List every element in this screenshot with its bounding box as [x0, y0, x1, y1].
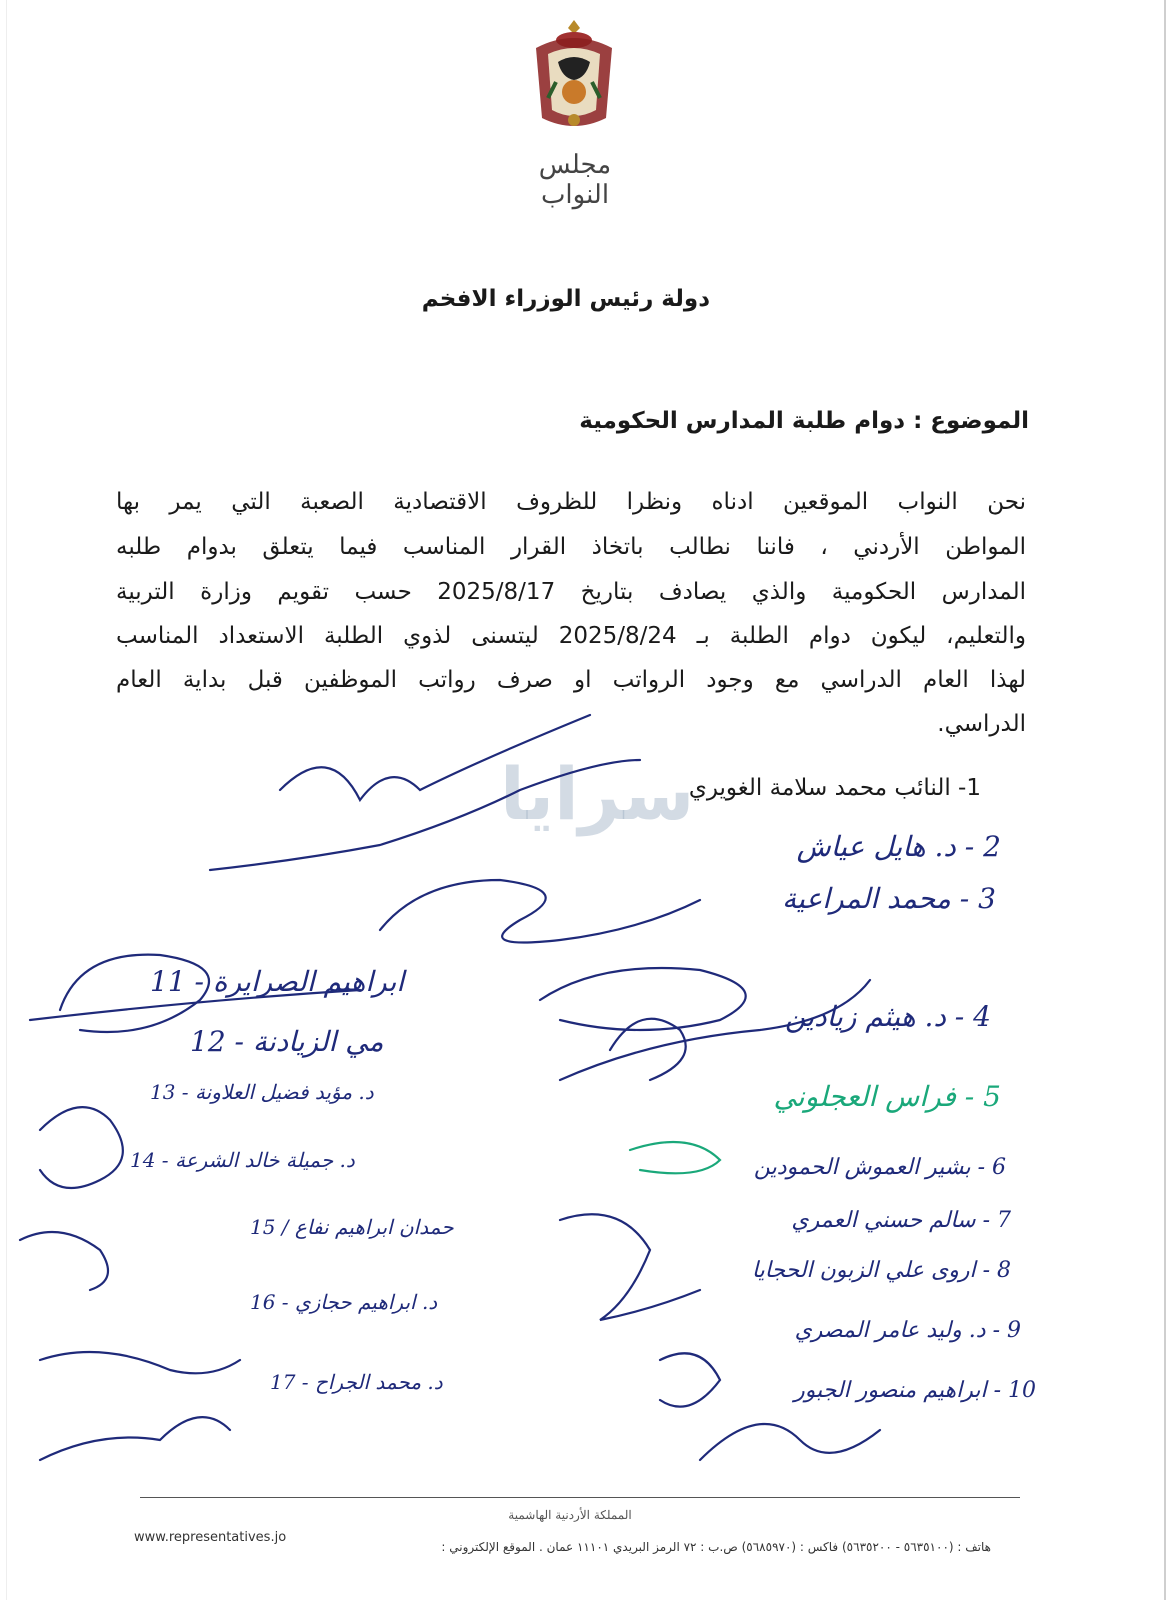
- signature-15: حمدان ابراهيم نفاع / 15: [250, 1215, 454, 1239]
- body-line: المواطن الأردني ، فاننا نطالب باتخاذ القرار المناسب فيما يتعلق بدوام طلبه: [116, 534, 1026, 560]
- signature-7: 7 - سالم حسني العمري: [791, 1208, 1011, 1233]
- signature-5: 5 - فراس العجلوني: [773, 1080, 1001, 1113]
- council-name: مجلس النواب: [538, 150, 612, 210]
- footer-divider: [140, 1497, 1020, 1498]
- signature-4: 4 - د. هيثم زيادين: [785, 1000, 991, 1033]
- signature-2: 2 - د. هايل عياش: [796, 830, 1001, 863]
- first-signatory: 1- النائب محمد سلامة الغويري: [688, 775, 981, 801]
- body-line: المدارس الحكومية والذي يصادف بتاريخ 2025/8/17 حسب تقويم وزارة التربية: [116, 579, 1026, 605]
- signature-3: 3 - محمد المراعية: [782, 882, 996, 915]
- signature-12: مي الزيادنة - 12: [190, 1025, 384, 1058]
- body-line: الدراسي.: [937, 711, 1026, 737]
- body-line: والتعليم، ليكون دوام الطلبة بـ 2025/8/24 ليتسنى لذوي الطلبة الاستعداد المناسب: [116, 623, 1027, 649]
- addressee: دولة رئيس الوزراء الافخم: [421, 286, 710, 312]
- subject-line: الموضوع : دوام طلبة المدارس الحكومية: [579, 408, 1029, 434]
- royal-crest-icon: [528, 18, 620, 136]
- body-line: نحن النواب الموقعين ادناه ونظرا للظروف الاقتصادية الصعبة التي يمر بها: [116, 489, 1026, 515]
- signature-6: 6 - بشير العموش الحمودين: [753, 1155, 1006, 1180]
- watermark: سرايا: [500, 752, 695, 836]
- footer-website[interactable]: www.representatives.jo: [134, 1530, 287, 1545]
- signature-16: د. ابراهيم حجازي - 16: [250, 1290, 438, 1314]
- footer-contact: هاتف : (٥٦٣٥١٠٠ - ٥٦٣٥٢٠٠) فاكس : (٥٦٨٥٩٧٠) ص.ب : ٧٢ الرمز البريدي ١١١٠١ عمان . الموقع الإلكتروني :: [441, 1540, 991, 1554]
- signature-8: 8 - اروى علي الزبون الحجايا: [751, 1258, 1011, 1283]
- signature-11: ابراهيم الصرايرة - 11: [150, 965, 405, 998]
- body-line: لهذا العام الدراسي مع وجود الرواتب او صرف رواتب الموظفين قبل بداية العام: [116, 667, 1026, 693]
- signature-10: 10 - ابراهيم منصور الجبور: [794, 1378, 1036, 1403]
- footer-kingdom: المملكة الأردنية الهاشمية: [508, 1508, 632, 1522]
- signature-14: د. جميلة خالد الشرعة - 14: [130, 1148, 355, 1172]
- signature-17: د. محمد الجراح - 17: [270, 1370, 443, 1394]
- signature-9: 9 - د. وليد عامر المصري: [794, 1318, 1021, 1343]
- signature-13: د. مؤيد فضيل العلاونة - 13: [150, 1080, 374, 1104]
